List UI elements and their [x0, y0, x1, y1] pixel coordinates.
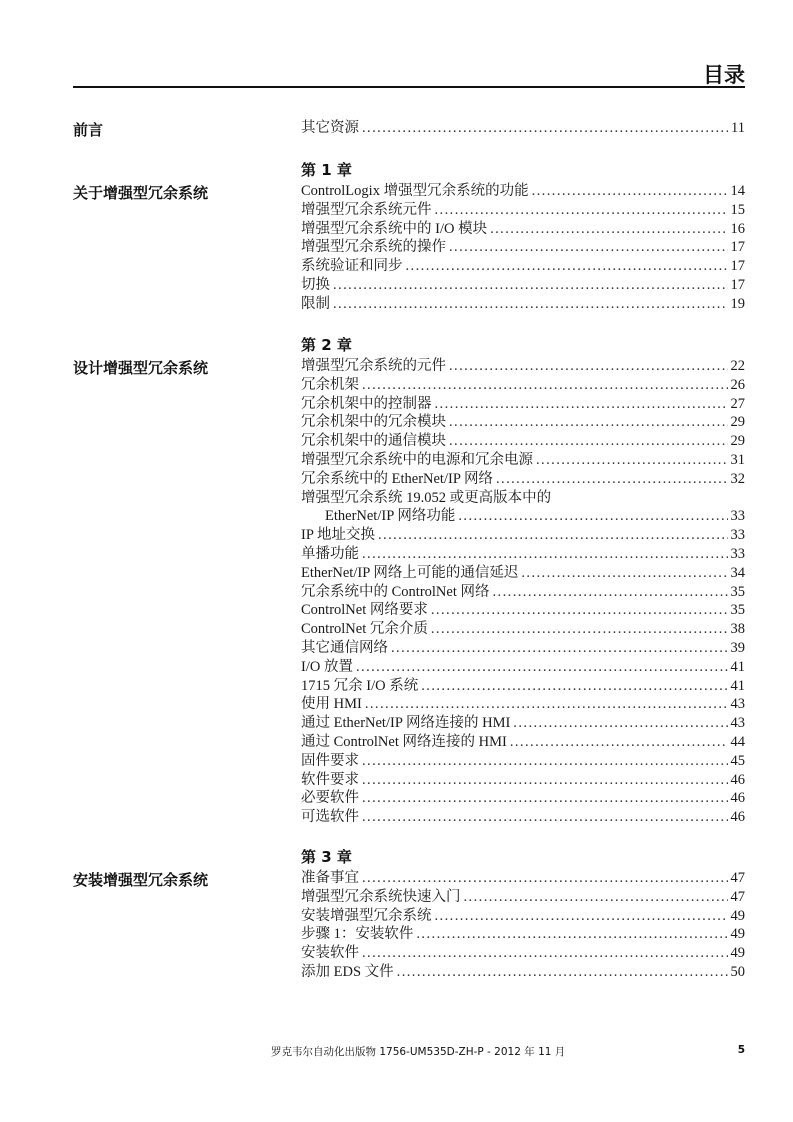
toc-entry-page: 39 — [730, 639, 745, 656]
dot-leader — [362, 869, 728, 888]
dot-leader — [458, 507, 727, 526]
toc-entry[interactable] — [301, 357, 745, 376]
toc-entry-page: 50 — [730, 963, 745, 980]
page-title: 目录 — [703, 63, 745, 87]
toc-entry-page: 33 — [730, 527, 745, 544]
toc-entry-title: 通过 EtherNet/IP 网络连接的 HMI — [301, 715, 511, 732]
toc-entry-list — [301, 119, 745, 138]
toc-entry[interactable] — [301, 395, 745, 414]
toc-entry-page: 29 — [730, 433, 745, 450]
toc-entry[interactable] — [301, 771, 745, 790]
toc-entry[interactable] — [301, 489, 745, 508]
toc-entry-page: 32 — [730, 470, 745, 487]
dot-leader — [521, 564, 727, 583]
toc-entry-title: 安装软件 — [301, 945, 359, 962]
toc-entry-page: 22 — [730, 358, 745, 374]
toc-entry-page: 16 — [730, 220, 745, 237]
toc-entry[interactable] — [301, 658, 745, 677]
toc-entry-title: ControlNet 冗余介质 — [301, 621, 428, 638]
toc-entry[interactable] — [301, 888, 745, 907]
publication-info: 罗克韦尔自动化出版物 1756-UM535D-ZH-P - 2012 年 11 月 — [271, 1046, 566, 1058]
dot-leader — [362, 376, 728, 395]
toc-entry[interactable] — [301, 752, 745, 771]
toc-entry-title: 冗余机架中的冗余模块 — [301, 414, 446, 431]
dot-leader — [391, 639, 728, 658]
dot-leader — [536, 451, 728, 470]
dot-leader — [333, 295, 728, 314]
toc-entry-title: 安装增强型冗余系统 — [301, 907, 432, 924]
toc-entry-title: 增强型冗余系统的操作 — [301, 239, 446, 256]
toc-entry-title: 限制 — [301, 295, 330, 312]
toc-entry[interactable] — [301, 869, 745, 888]
toc-entry-page: 41 — [730, 658, 745, 675]
dot-leader — [421, 677, 727, 696]
dot-leader — [406, 257, 728, 276]
toc-entry-page: 46 — [730, 790, 745, 807]
page-number: 5 — [737, 1044, 745, 1056]
dot-leader — [435, 907, 728, 926]
toc-entry-title: 通过 ControlNet 网络连接的 HMI — [301, 733, 507, 750]
toc-entry-title: 增强型冗余系统的元件 — [301, 358, 446, 374]
toc-entry-page: 26 — [730, 376, 745, 393]
toc-entry[interactable] — [301, 182, 745, 201]
toc-entry-title: 冗余系统中的 EtherNet/IP 网络 — [301, 470, 493, 487]
dot-leader — [362, 789, 728, 808]
toc-entry-title: 增强型冗余系统中的电源和冗余电源 — [301, 451, 533, 468]
toc-entry[interactable] — [301, 695, 745, 714]
dot-leader — [356, 658, 728, 677]
toc-entry-title: 增强型冗余系统快速入门 — [301, 888, 461, 905]
toc-entry[interactable] — [301, 238, 745, 257]
toc-entry[interactable] — [301, 963, 745, 982]
dot-leader — [435, 395, 728, 414]
toc-entry[interactable] — [301, 220, 745, 239]
toc-entry-page: 17 — [730, 239, 745, 256]
chapter-heading: 第 1 章 — [301, 161, 352, 179]
toc-entry-title: 必要软件 — [301, 790, 359, 807]
toc-entry-page: 43 — [730, 715, 745, 732]
dot-leader — [362, 944, 728, 963]
toc-entry[interactable] — [301, 714, 745, 733]
dot-leader — [532, 182, 728, 201]
toc-entry-title: 冗余系统中的 ControlNet 网络 — [301, 583, 490, 600]
toc-entry-title: 冗余机架 — [301, 376, 359, 393]
toc-entry-page: 46 — [730, 809, 745, 826]
toc-entry[interactable] — [301, 733, 745, 752]
toc-entry[interactable] — [301, 639, 745, 658]
toc-entry-page: 14 — [730, 183, 745, 199]
toc-entry-list — [301, 357, 745, 827]
toc-entry-page: 47 — [730, 870, 745, 886]
toc-entry-page: 43 — [730, 696, 745, 713]
toc-entry-page: 45 — [730, 752, 745, 769]
toc-entry[interactable] — [301, 413, 745, 432]
toc-entry-page: 35 — [730, 583, 745, 600]
toc-entry[interactable] — [301, 944, 745, 963]
toc-entry[interactable] — [301, 376, 745, 395]
toc-entry-page: 33 — [730, 545, 745, 562]
toc-entry-title: 使用 HMI — [301, 696, 362, 713]
toc-entry[interactable] — [301, 451, 745, 470]
toc-entry-page: 49 — [730, 945, 745, 962]
dot-leader — [431, 620, 728, 639]
section-label: 设计增强型冗余系统 — [73, 359, 209, 377]
toc-entry-page: 11 — [731, 120, 745, 136]
toc-entry-title: 其它资源 — [301, 120, 359, 136]
toc-entry-page: 47 — [730, 888, 745, 905]
toc-entry-page: 34 — [730, 564, 745, 581]
toc-entry[interactable] — [301, 470, 745, 489]
toc-entry-title: 增强型冗余系统中的 I/O 模块 — [301, 220, 488, 237]
toc-entry-page: 19 — [730, 295, 745, 312]
section-label: 安装增强型冗余系统 — [73, 871, 209, 889]
toc-entry[interactable] — [301, 432, 745, 451]
toc-entry-page: 27 — [730, 395, 745, 412]
dot-leader — [362, 771, 728, 790]
dot-leader — [464, 888, 728, 907]
toc-entry-page: 35 — [730, 602, 745, 619]
toc-entry-title: 其它通信网络 — [301, 639, 388, 656]
toc-entry[interactable] — [301, 564, 745, 583]
toc-entry-title: IP 地址交换 — [301, 527, 375, 544]
toc-entry-title: 1715 冗余 I/O 系统 — [301, 677, 419, 694]
dot-leader — [490, 220, 727, 239]
toc-entry-page: 31 — [730, 451, 745, 468]
dot-leader — [362, 119, 728, 138]
toc-entry-page: 17 — [730, 276, 745, 293]
dot-leader — [362, 545, 728, 564]
dot-leader — [496, 470, 728, 489]
toc-entry-title: 冗余机架中的通信模块 — [301, 433, 446, 450]
dot-leader — [431, 601, 728, 620]
toc-entry-page: 44 — [730, 733, 745, 750]
toc-entry-page: 49 — [730, 907, 745, 924]
toc-entry[interactable] — [301, 201, 745, 220]
dot-leader — [510, 733, 728, 752]
toc-entry-title: 单播功能 — [301, 545, 359, 562]
toc-entry[interactable] — [301, 808, 745, 827]
toc-entry-page: 41 — [730, 677, 745, 694]
toc-entry[interactable] — [301, 677, 745, 696]
toc-entry-page: 46 — [730, 771, 745, 788]
toc-entry[interactable] — [301, 907, 745, 926]
toc-entry[interactable] — [301, 526, 745, 545]
dot-leader — [378, 526, 728, 545]
toc-entry[interactable] — [301, 119, 745, 138]
dot-leader — [362, 808, 728, 827]
toc-entry-title: EtherNet/IP 网络功能 — [325, 508, 456, 525]
page-footer — [0, 1044, 793, 1058]
toc-entry-page: 38 — [730, 621, 745, 638]
dot-leader — [513, 714, 727, 733]
toc-entry-title: 添加 EDS 文件 — [301, 963, 394, 980]
section-label: 关于增强型冗余系统 — [73, 184, 209, 202]
toc-entry-title: 软件要求 — [301, 771, 359, 788]
toc-entry[interactable] — [301, 789, 745, 808]
toc-entry-page: 17 — [730, 258, 745, 275]
toc-entry-page: 29 — [730, 414, 745, 431]
toc-entry-title: 准备事宜 — [301, 870, 359, 886]
dot-leader — [397, 963, 728, 982]
toc-entry-title: 系统验证和同步 — [301, 258, 403, 275]
toc-entry-continuation[interactable] — [301, 507, 745, 526]
dot-leader — [333, 276, 728, 295]
chapter-heading: 第 2 章 — [301, 336, 352, 354]
dot-leader — [365, 695, 728, 714]
dot-leader — [449, 357, 728, 376]
toc-entry-title: 步骤 1：安装软件 — [301, 926, 414, 943]
toc-entry-list — [301, 182, 745, 314]
toc-entry-title: 固件要求 — [301, 752, 359, 769]
dot-leader — [362, 752, 728, 771]
toc-entry[interactable] — [301, 620, 745, 639]
toc-entry[interactable] — [301, 257, 745, 276]
toc-entry[interactable] — [301, 276, 745, 295]
toc-entry[interactable] — [301, 545, 745, 564]
toc-entry-title: ControlLogix 增强型冗余系统的功能 — [301, 183, 529, 199]
toc-entry[interactable] — [301, 583, 745, 602]
chapter-heading: 第 3 章 — [301, 848, 352, 866]
toc-entry-page: 33 — [730, 508, 745, 525]
dot-leader — [449, 238, 728, 257]
toc-entry-list — [301, 869, 745, 982]
toc-entry-title: 冗余机架中的控制器 — [301, 395, 432, 412]
toc-entry-title: 增强型冗余系统元件 — [301, 201, 432, 218]
section-label: 前言 — [73, 121, 104, 139]
toc-entry[interactable] — [301, 295, 745, 314]
toc-entry-page: 15 — [730, 201, 745, 218]
dot-leader — [449, 432, 728, 451]
toc-entry-title: 可选软件 — [301, 809, 359, 826]
dot-leader — [449, 413, 728, 432]
toc-entry-title: ControlNet 网络要求 — [301, 602, 428, 619]
toc-entry[interactable] — [301, 925, 745, 944]
toc-entry-title: 切换 — [301, 276, 330, 293]
toc-entry-title: I/O 放置 — [301, 658, 353, 675]
dot-leader — [416, 925, 727, 944]
toc-entry-title: EtherNet/IP 网络上可能的通信延迟 — [301, 564, 519, 581]
toc-entry[interactable] — [301, 601, 745, 620]
dot-leader — [493, 583, 728, 602]
header-rule — [73, 86, 745, 88]
toc-entry-page: 49 — [730, 926, 745, 943]
dot-leader — [435, 201, 728, 220]
toc-entry-title: 增强型冗余系统 19.052 或更高版本中的 — [301, 489, 552, 506]
